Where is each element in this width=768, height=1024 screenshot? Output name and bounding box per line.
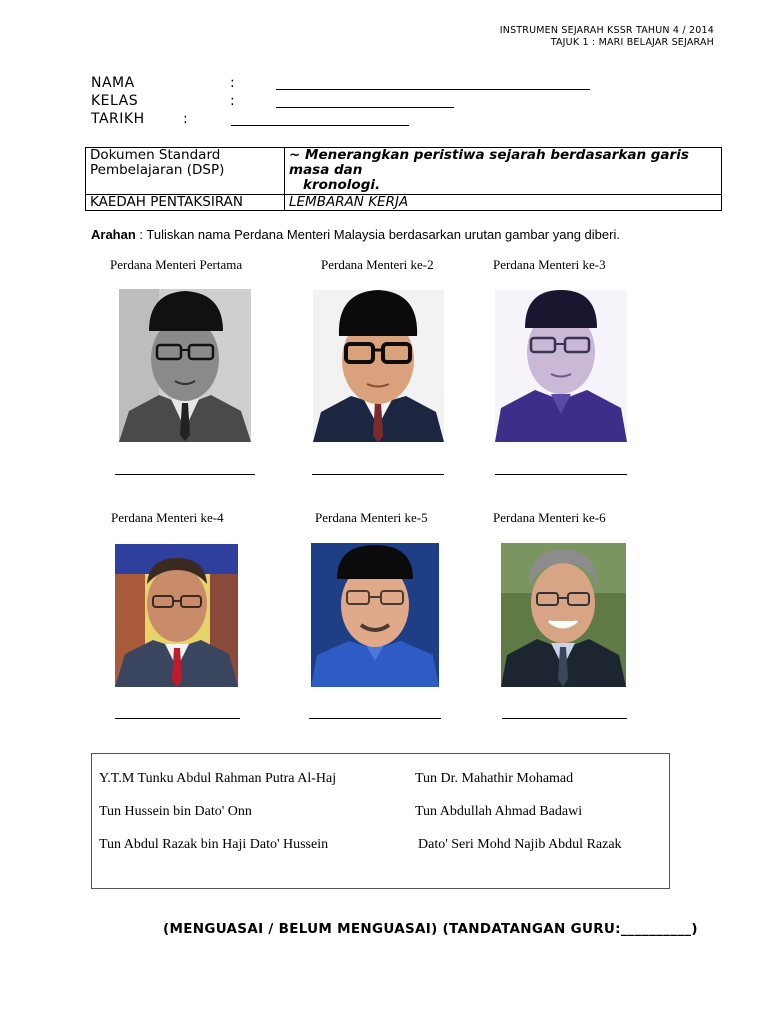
name-option: Dato' Seri Mohd Najib Abdul Razak [418,837,622,852]
header-instrument-title: INSTRUMEN SEJARAH KSSR TAHUN 4 / 2014 [499,25,714,36]
tarikh-colon: : [183,111,189,127]
standard-table [85,147,722,211]
header-topic: TAJUK 1 : MARI BELAJAR SEJARAH [550,37,714,48]
assessment-footer: (MENGUASAI / BELUM MENGUASAI) (TANDATANGAN GURU:__________) [163,921,698,937]
answer-line-pm5[interactable] [309,718,441,719]
caption-pm2: Perdana Menteri ke-2 [321,257,434,272]
kelas-label: KELAS [91,93,139,109]
dsp-label: Dokumen Standard Pembelajaran (DSP) [86,148,285,195]
answer-line-pm1[interactable] [115,474,255,475]
portrait-pm5 [311,543,439,687]
answer-line-pm4[interactable] [115,718,240,719]
portrait-pm4 [115,544,238,687]
dsp-value [285,148,722,195]
dsp-value-line2: kronologi. [303,177,381,193]
answer-line-pm6[interactable] [502,718,627,719]
instruction [91,227,620,242]
kelas-field[interactable] [276,107,454,108]
answer-line-pm3[interactable] [495,474,627,475]
caption-pm5: Perdana Menteri ke-5 [315,510,428,525]
kaedah-label: KAEDAH PENTAKSIRAN [86,195,285,211]
answer-line-pm2[interactable] [312,474,444,475]
name-option: Tun Abdullah Ahmad Badawi [415,804,583,819]
caption-pm3: Perdana Menteri ke-3 [493,257,606,272]
nama-field[interactable] [276,89,590,90]
portrait-pm3 [495,290,627,442]
kelas-colon: : [230,93,236,109]
instruction-label: Arahan [91,227,136,242]
name-option: Y.T.M Tunku Abdul Rahman Putra Al-Haj [99,771,337,786]
nama-label: NAMA [91,75,135,91]
tarikh-label: TARIKH [91,111,145,127]
portrait-pm6 [501,543,626,687]
caption-pm4: Perdana Menteri ke-4 [111,510,224,525]
nama-colon: : [230,75,236,91]
name-option: Tun Hussein bin Dato' Onn [99,804,252,819]
dsp-value-line1: ~ Menerangkan peristiwa sejarah berdasarkan garis masa dan [289,147,689,178]
tarikh-field[interactable] [231,125,409,126]
portrait-pm2 [313,290,444,442]
caption-pm6: Perdana Menteri ke-6 [493,510,606,525]
instruction-text: : Tuliskan nama Perdana Menteri Malaysia berdasarkan urutan gambar yang diberi. [135,227,620,242]
name-option: Tun Dr. Mahathir Mohamad [415,771,574,786]
portrait-pm1 [119,289,251,442]
name-option: Tun Abdul Razak bin Haji Dato' Hussein [99,837,329,852]
kaedah-value: LEMBARAN KERJA [285,195,722,211]
caption-pm1: Perdana Menteri Pertama [110,257,243,272]
